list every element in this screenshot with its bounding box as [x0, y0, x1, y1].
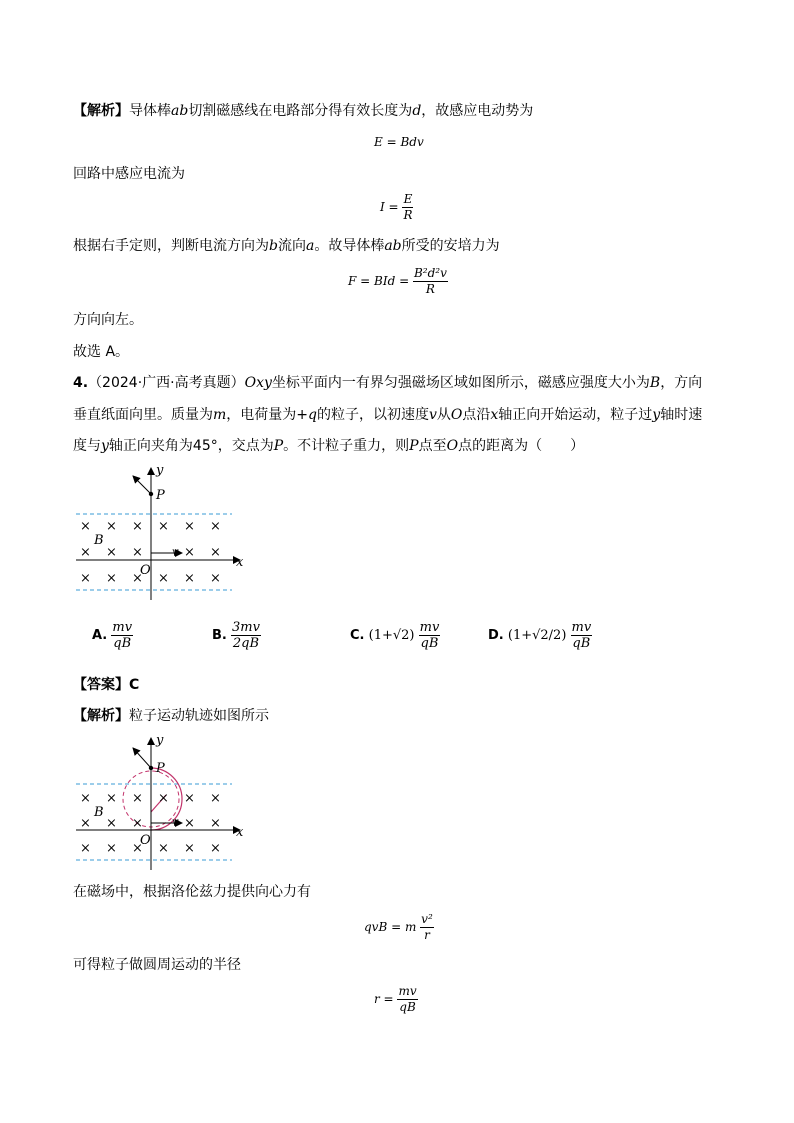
velocity-at-P-arrow — [133, 748, 151, 768]
svg-text:×: × — [106, 816, 117, 831]
var: a — [305, 238, 315, 254]
numerator: v² — [421, 912, 433, 926]
choose-text: 故选 A。 — [73, 344, 130, 360]
text: 坐标平面内一有界匀强磁场区域如图所示，磁感应强度大小为 — [271, 375, 650, 391]
denominator: r — [424, 928, 430, 942]
text: 垂直纸面向里。质量为 — [73, 407, 213, 423]
question-line-3 — [73, 436, 584, 456]
svg-text:×: × — [210, 571, 221, 586]
numerator: mv — [571, 620, 592, 635]
label-v: v — [172, 815, 179, 829]
var: ab — [171, 103, 189, 119]
svg-text:×: × — [210, 841, 221, 856]
var: q — [308, 407, 317, 423]
label-P: P — [156, 761, 165, 776]
text: 流向 — [277, 238, 306, 254]
denominator: qB — [113, 636, 132, 651]
question-source: （2024·广西·高考真题） — [88, 375, 245, 391]
text: 轴正向开始运动，粒子过 — [498, 407, 653, 423]
var: m — [213, 407, 227, 423]
svg-text:×: × — [132, 841, 143, 856]
point-P — [149, 766, 153, 770]
label-v: v — [172, 545, 179, 559]
label-y: y — [156, 463, 164, 478]
question-number: 4. — [73, 375, 89, 391]
var: d — [412, 103, 422, 119]
var: y — [652, 407, 661, 423]
fraction — [420, 912, 434, 943]
text: 导体棒 — [129, 103, 171, 119]
label-x: x — [236, 555, 244, 570]
svg-text:×: × — [106, 519, 117, 534]
denominator: 2qB — [232, 636, 260, 651]
analysis-label: 【解析】 — [73, 103, 129, 119]
label-P: P — [156, 488, 165, 503]
svg-text:×: × — [184, 519, 195, 534]
text: 轴时速 — [660, 407, 703, 423]
svg-text:×: × — [184, 571, 195, 586]
text: 根据右手定则，判断电流方向为 — [73, 238, 269, 254]
svg-text:×: × — [210, 816, 221, 831]
radius-text: 可得粒子做圆周运动的半径 — [73, 957, 241, 973]
fraction — [419, 620, 441, 651]
text: ，故感应电动势为 — [421, 103, 534, 119]
analysis-2-line — [73, 706, 269, 726]
text: ，方向 — [660, 375, 703, 391]
text: 从 — [436, 407, 451, 423]
label-x: x — [236, 825, 244, 840]
formula-lhs: F = BId = — [348, 274, 410, 288]
formula-force — [348, 266, 448, 297]
formula-r — [374, 984, 418, 1015]
var: O — [450, 407, 463, 423]
question-line-1 — [73, 373, 702, 393]
label-O: O — [140, 563, 151, 578]
trajectory-figure — [70, 732, 250, 872]
svg-text:×: × — [210, 791, 221, 806]
svg-text:×: × — [106, 571, 117, 586]
fraction — [402, 192, 413, 223]
numerator: 3mv — [232, 620, 260, 635]
svg-text:×: × — [158, 519, 169, 534]
text: 轴正向夹角为45°，交点为 — [108, 438, 274, 454]
svg-text:×: × — [80, 841, 91, 856]
text: ，电荷量为+ — [226, 407, 309, 423]
formula-lhs: I = — [380, 200, 399, 214]
denominator: qB — [572, 636, 591, 651]
label-B: B — [94, 533, 104, 548]
formula-qvB — [364, 912, 434, 943]
fraction — [231, 620, 261, 651]
option-b[interactable] — [212, 620, 261, 651]
formula-lhs: r = — [374, 992, 394, 1006]
var: B — [649, 375, 661, 391]
option-label: B. — [212, 628, 227, 643]
var: P — [273, 438, 284, 454]
svg-text:×: × — [184, 816, 195, 831]
lorentz-text: 在磁场中，根据洛伦兹力提供向心力有 — [73, 884, 311, 900]
svg-text:×: × — [80, 545, 91, 560]
denominator: R — [425, 282, 435, 296]
point-P — [149, 492, 153, 496]
denominator: qB — [399, 1000, 416, 1014]
text: 。不计粒子重力，则 — [283, 438, 410, 454]
answer-line — [73, 675, 139, 695]
option-label: D. — [488, 628, 504, 643]
option-label: A. — [92, 628, 108, 643]
svg-text:×: × — [210, 545, 221, 560]
text: 点至 — [418, 438, 447, 454]
answer-label: 【答案】 — [73, 677, 129, 693]
fraction — [413, 266, 448, 297]
text: 。故导体棒 — [314, 238, 385, 254]
svg-text:×: × — [132, 519, 143, 534]
numerator: mv — [112, 620, 133, 635]
text: 切割磁感线在电路部分得有效长度为 — [188, 103, 413, 119]
svg-text:×: × — [132, 816, 143, 831]
var: b — [269, 238, 278, 254]
svg-text:×: × — [80, 519, 91, 534]
text: 点沿 — [462, 407, 491, 423]
formula-current — [380, 192, 413, 223]
var: v — [428, 407, 437, 423]
var: x — [490, 407, 499, 423]
velocity-at-P-arrow — [133, 476, 151, 494]
text: 点的距离为（ ） — [458, 438, 585, 454]
direction-left-text: 方向向左。 — [73, 312, 143, 328]
svg-text:×: × — [80, 791, 91, 806]
analysis-label: 【解析】 — [73, 708, 129, 724]
svg-text:×: × — [184, 545, 195, 560]
svg-text:×: × — [106, 545, 117, 560]
var: y — [101, 438, 109, 454]
current-text: 回路中感应电流为 — [73, 166, 185, 182]
var: O — [446, 438, 459, 454]
svg-text:×: × — [158, 791, 169, 806]
option-c[interactable] — [350, 620, 440, 651]
numerator: mv — [398, 984, 417, 998]
svg-text:×: × — [106, 841, 117, 856]
label-B: B — [94, 805, 104, 820]
numerator: mv — [419, 620, 440, 635]
text: 的粒子，以初速度 — [316, 407, 429, 423]
var: P — [409, 438, 419, 454]
numerator: E — [403, 192, 413, 206]
svg-text:×: × — [184, 791, 195, 806]
answer-value: C — [129, 677, 140, 693]
svg-text:×: × — [132, 791, 143, 806]
svg-text:×: × — [158, 841, 169, 856]
question-line-2 — [73, 405, 702, 425]
label-O: O — [140, 833, 151, 848]
text: 所受的安培力为 — [401, 238, 500, 254]
denominator: R — [403, 208, 413, 222]
label-y: y — [156, 733, 164, 748]
numerator: B²d²v — [413, 266, 447, 280]
analysis-line-1 — [73, 101, 533, 121]
svg-text:×: × — [184, 841, 195, 856]
var: ab — [384, 238, 402, 254]
text: 粒子运动轨迹如图所示 — [129, 708, 269, 724]
direction-line — [73, 236, 500, 256]
field-figure — [70, 462, 250, 602]
option-prefix: (1+√2) — [368, 628, 415, 643]
option-d[interactable] — [488, 620, 592, 651]
fraction — [571, 620, 593, 651]
formula-emf: E = Bdv — [374, 135, 424, 149]
svg-text:×: × — [80, 571, 91, 586]
svg-text:×: × — [132, 545, 143, 560]
text: 度与 — [73, 438, 101, 454]
svg-text:×: × — [210, 519, 221, 534]
fraction — [111, 620, 133, 651]
option-prefix: (1+√2/2) — [507, 628, 567, 643]
denominator: qB — [420, 636, 439, 651]
option-a[interactable] — [92, 620, 133, 651]
svg-text:×: × — [80, 816, 91, 831]
var: Oxy — [244, 375, 272, 391]
svg-text:×: × — [132, 571, 143, 586]
formula-lhs: qvB = m — [364, 920, 417, 934]
option-label: C. — [350, 628, 365, 643]
fraction — [397, 984, 417, 1015]
svg-text:×: × — [158, 571, 169, 586]
svg-text:×: × — [106, 791, 117, 806]
